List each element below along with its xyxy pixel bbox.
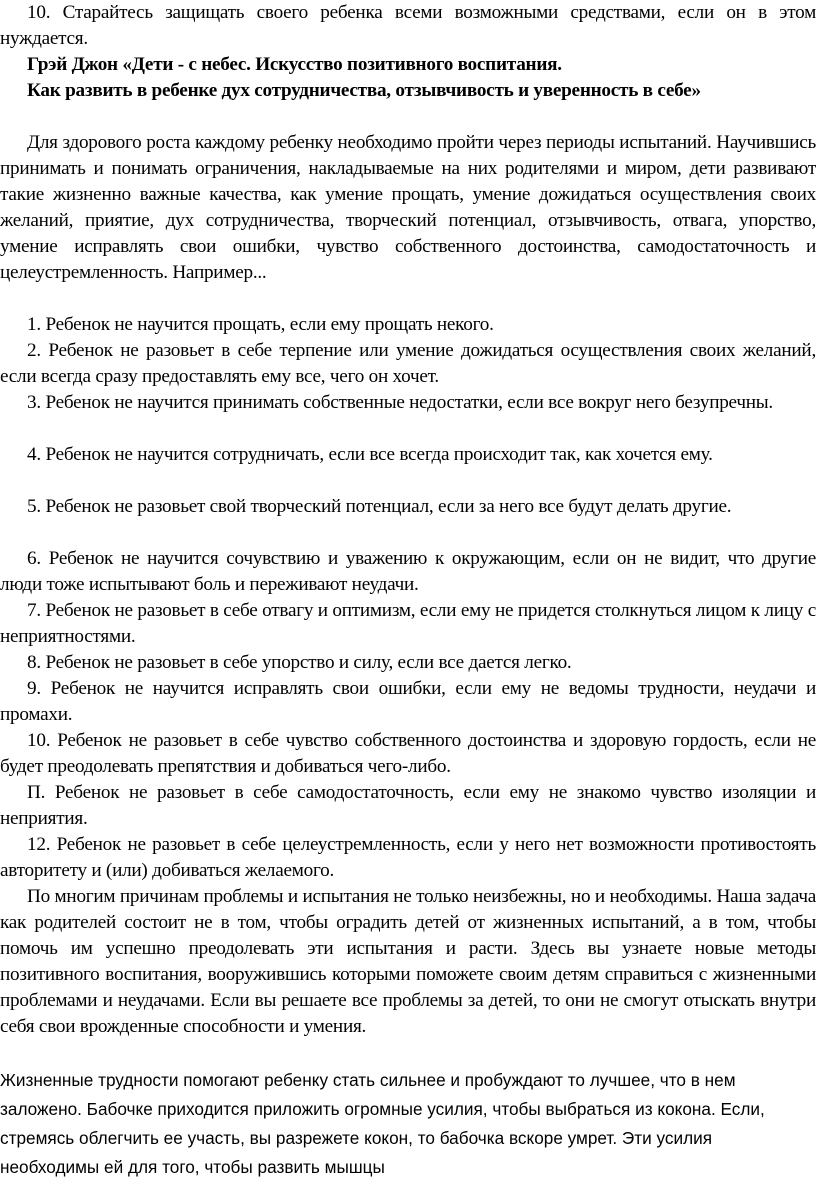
list-item: П. Ребенок не разовьет в себе самодостаточность, если ему не знакомо чувство изоляции и неприятия. <box>0 782 816 829</box>
list-item-10-protect: 10. Старайтесь защищать своего ребенка всеми возможными средствами, если он в этом нуждается. <box>0 2 816 49</box>
list-item: 8. Ребенок не разовьет в себе упорство и силу, если все дается легко. <box>27 652 572 673</box>
list-item: 3. Ребенок не научится принимать собственные недостатки, если все вокруг него безупречны. <box>27 392 773 413</box>
source-author-title: Грэй Джон «Дети - с небес. Искусство позитивного воспитания. <box>27 54 562 75</box>
list-item: 2. Ребенок не разовьет в себе терпение или умение дожидаться осуществления своих желаний, если всегда сразу предоставлять ему все, чего он хочет. <box>0 340 816 387</box>
list-item: 7. Ребенок не разовьет в себе отвагу и оптимизм, если ему не придется столкнуться лицом к лицу с неприятностями. <box>0 600 816 647</box>
list-item: 1. Ребенок не научится прощать, если ему прощать некого. <box>27 314 494 335</box>
list-item: 9. Ребенок не научится исправлять свои ошибки, если ему не ведомы трудности, неудачи и промахи. <box>0 678 816 725</box>
list-item: 10. Ребенок не разовьет в себе чувство собственного достоинства и здоровую гордость, если не будет преодолевать препятствия и добиваться чего-либо. <box>0 730 816 777</box>
closing-paragraph: Жизненные трудности помогают ребенку стать сильнее и пробуждают то лучшее, что в нем заложено. Бабочке приходится приложить огромные усилия, чтобы выбраться из кокона. Если, стремясь облегчить ее участь, вы разрежете кокон, то бабочка вскоре умрет. Эти усилия необходимы ей для того, чтобы развить мышцы <box>0 1070 765 1177</box>
list-item: 6. Ребенок не научится сочувствию и уважению к окружающим, если он не видит, что другие люди тоже испытывают боль и переживают неудачи. <box>0 548 816 595</box>
body-paragraph: По многим причинам проблемы и испытания не только неизбежны, но и необходимы. Наша задача как родителей состоит не в том, чтобы оградить детей от жизненных испытаний, а в том, чтобы помочь им успешно преодолевать эти испытания и расти. Здесь вы узнаете новые методы позитивного воспитания, вооружившись которыми поможете своим детям справиться с жизненными проблемами и неудачами. Если вы решаете все проблемы за детей, то они не смогут отыскать внутри себя свои врожденные способности и умения. <box>0 886 816 1037</box>
intro-paragraph: Для здорового роста каждому ребенку необходимо пройти через периоды испытаний. Научившись принимать и понимать ограничения, накладываемые на них родителями и миром, дети развивают такие жизненно важные качества, как умение прощать, умение дожидаться осуществления своих желаний, приятие, дух сотрудничества, творческий потенциал, отзывчивость, отвага, упорство, умение исправлять свои ошибки, чувство собственного достоинства, самодостаточность и целеустремленность. Например... <box>0 132 816 283</box>
source-subtitle: Как развить в ребенке дух сотрудничества, отзывчивость и уверенность в себе» <box>27 80 701 101</box>
list-item: 5. Ребенок не разовьет свой творческий потенциал, если за него все будут делать другие. <box>27 496 732 517</box>
list-item: 12. Ребенок не разовьет в себе целеустремленность, если у него нет возможности противостоять авторитету и (или) добиваться желаемого. <box>0 834 816 881</box>
list-item: 4. Ребенок не научится сотрудничать, если все всегда происходит так, как хочется ему. <box>27 444 713 465</box>
